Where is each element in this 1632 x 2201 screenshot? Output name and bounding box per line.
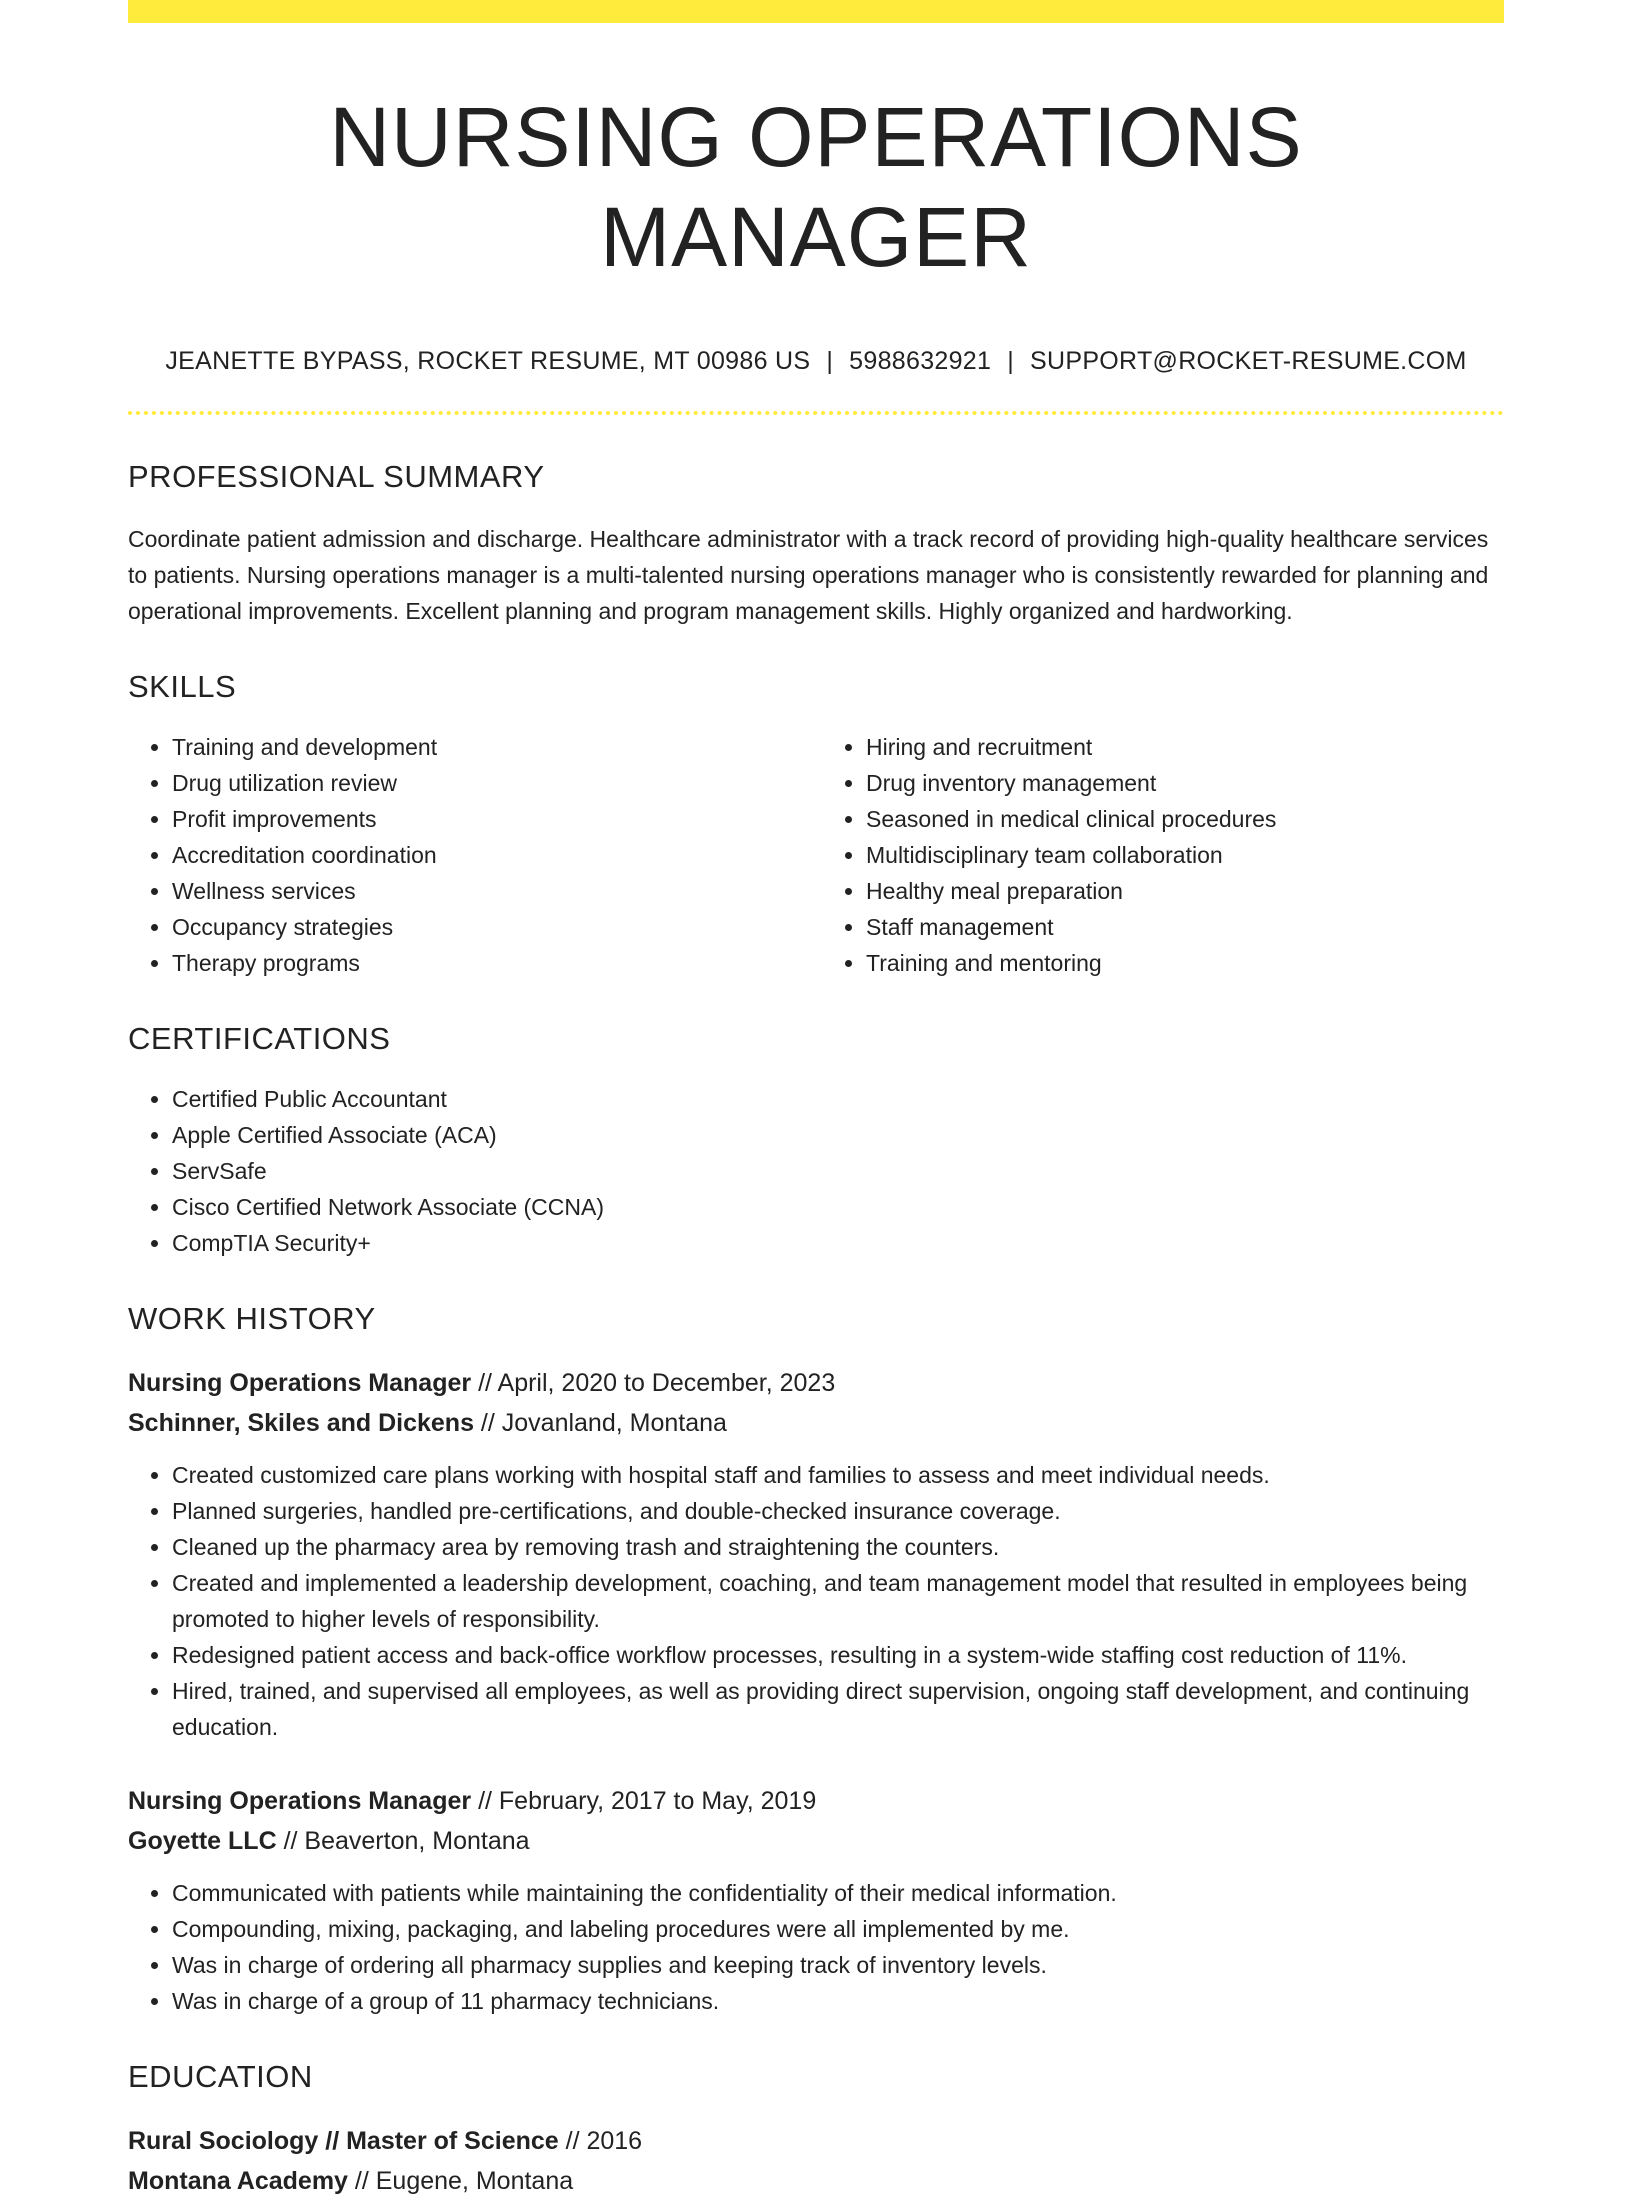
job-bullet: • Compounding, mixing, packaging, and labeling procedures were all implemented by me.	[172, 1911, 1504, 1947]
certifications-list	[128, 1081, 1504, 1261]
summary-heading: PROFESSIONAL SUMMARY	[128, 459, 545, 494]
skills-section	[128, 667, 1504, 981]
job-bullet: • Was in charge of a group of 11 pharmacy technicians.	[172, 1983, 1504, 2019]
skills-heading: SKILLS	[128, 669, 237, 704]
certifications-heading: CERTIFICATIONS	[128, 1021, 391, 1056]
skill-item: • Staff management	[866, 909, 1504, 945]
skill-item: • Seasoned in medical clinical procedures	[866, 801, 1504, 837]
job-bullet: • Cleaned up the pharmacy area by removing trash and straightening the counters.	[172, 1529, 1504, 1565]
job-location: // Jovanland, Montana	[473, 1409, 727, 1437]
contact-phone: 5988632921	[849, 347, 992, 375]
job-entry	[128, 1363, 1504, 1745]
skill-item: • Occupancy strategies	[172, 909, 816, 945]
certification-item: • Certified Public Accountant	[172, 1081, 1504, 1117]
summary-text: Coordinate patient admission and discharge. Healthcare administrator with a track record of providing high-quality healthcare services to patients. Nursing operations manager is a multi-talented nursing operations manager who is consistently rewarded for planning and operational improvements. Excellent planning and program management skills. Highly organized and hardworking.	[128, 526, 1489, 624]
education-school: Montana Academy	[128, 2167, 348, 2195]
job-title-line	[128, 1781, 1504, 1821]
certification-item: • Cisco Certified Network Associate (CCNA)	[172, 1189, 1504, 1225]
education-year: // 2016	[558, 2127, 643, 2155]
contact-separator: |	[1007, 347, 1015, 375]
contact-address: JEANETTE BYPASS, ROCKET RESUME, MT 00986 US	[165, 347, 811, 375]
accent-top-bar	[128, 0, 1504, 23]
skill-item: • Accreditation coordination	[172, 837, 816, 873]
skill-item: • Multidisciplinary team collaboration	[866, 837, 1504, 873]
education-school-line	[128, 2161, 1504, 2201]
resume-page	[128, 0, 1504, 2201]
summary-section	[128, 457, 1504, 629]
job-bullet: • Created customized care plans working with hospital staff and families to assess and meet individual needs.	[172, 1457, 1504, 1493]
work-history-section	[128, 1299, 1504, 2019]
certification-item: • CompTIA Security+	[172, 1225, 1504, 1261]
job-entry	[128, 1781, 1504, 2019]
education-degree-line	[128, 2121, 1504, 2161]
job-company: Schinner, Skiles and Dickens	[128, 1409, 474, 1437]
skill-item: • Wellness services	[172, 873, 816, 909]
skills-list-right	[816, 729, 1504, 981]
skill-item: • Healthy meal preparation	[866, 873, 1504, 909]
skill-item: • Therapy programs	[172, 945, 816, 981]
skill-item: • Drug inventory management	[866, 765, 1504, 801]
education-degree: Rural Sociology // Master of Science	[128, 2127, 559, 2155]
skill-item: • Drug utilization review	[172, 765, 816, 801]
job-company: Goyette LLC	[128, 1827, 277, 1855]
skills-grid	[128, 729, 1504, 981]
job-location: // Beaverton, Montana	[276, 1827, 530, 1855]
contact-line	[128, 344, 1504, 378]
certification-item: • ServSafe	[172, 1153, 1504, 1189]
job-title-line	[128, 1363, 1504, 1403]
resume-title: NURSING OPERATIONS MANAGER	[329, 90, 1303, 284]
job-bullet: • Planned surgeries, handled pre-certifications, and double-checked insurance coverage.	[172, 1493, 1504, 1529]
job-company-line	[128, 1821, 1504, 1861]
job-bullet: • Hired, trained, and supervised all employees, as well as providing direct supervision, ongoing staff development, and continuing education.	[172, 1673, 1504, 1745]
job-dates: // February, 2017 to May, 2019	[471, 1787, 817, 1815]
job-bullet: • Redesigned patient access and back-office workflow processes, resulting in a system-wide staffing cost reduction of 11%.	[172, 1637, 1504, 1673]
education-entry	[128, 2121, 1504, 2201]
skill-item: • Training and development	[172, 729, 816, 765]
job-dates: // April, 2020 to December, 2023	[471, 1369, 836, 1397]
job-bullets	[128, 1457, 1504, 1745]
job-bullet: • Created and implemented a leadership development, coaching, and team management model that resulted in employees being promoted to higher levels of responsibility.	[172, 1565, 1504, 1637]
certifications-section	[128, 1019, 1504, 1261]
skill-item: • Training and mentoring	[866, 945, 1504, 981]
contact-separator: |	[826, 347, 834, 375]
job-bullet: • Communicated with patients while maintaining the confidentiality of their medical information.	[172, 1875, 1504, 1911]
job-bullet: • Was in charge of ordering all pharmacy supplies and keeping track of inventory levels.	[172, 1947, 1504, 1983]
contact-email: SUPPORT@ROCKET-RESUME.COM	[1030, 347, 1467, 375]
job-title: Nursing Operations Manager	[128, 1787, 472, 1815]
job-title: Nursing Operations Manager	[128, 1369, 472, 1397]
skill-item: • Hiring and recruitment	[866, 729, 1504, 765]
work-history-heading: WORK HISTORY	[128, 1301, 376, 1336]
dotted-divider	[128, 411, 1504, 415]
job-bullets	[128, 1875, 1504, 2019]
education-location: // Eugene, Montana	[347, 2167, 574, 2195]
certification-item: • Apple Certified Associate (ACA)	[172, 1117, 1504, 1153]
job-company-line	[128, 1403, 1504, 1443]
skill-item: • Profit improvements	[172, 801, 816, 837]
skills-list-left	[128, 729, 816, 981]
education-section	[128, 2057, 1504, 2201]
education-heading: EDUCATION	[128, 2059, 313, 2094]
